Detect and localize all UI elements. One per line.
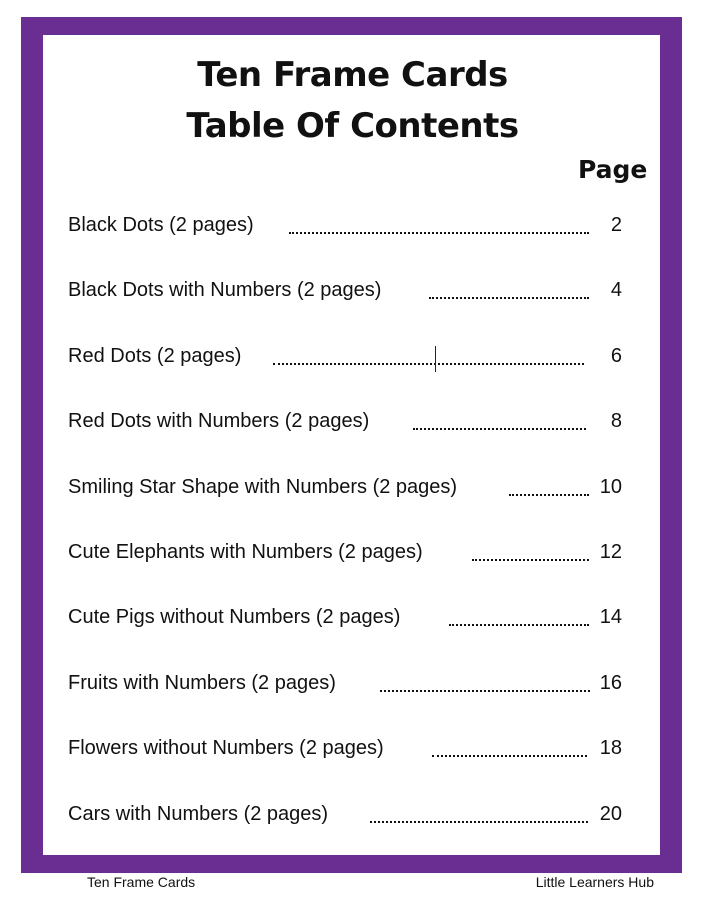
footer-left-text: Ten Frame Cards [87,874,196,890]
toc-row[interactable] [68,672,622,700]
toc-item-title: Smiling Star Shape with Numbers (2 pages) [68,476,458,498]
dot-leader [509,488,589,496]
toc-row[interactable] [68,279,622,307]
toc-item-title: Fruits with Numbers (2 pages) [68,672,336,694]
dot-leader [429,291,589,299]
toc-item-page: 2 [610,214,622,236]
toc-row[interactable] [68,541,622,569]
dot-leader [472,553,589,561]
toc-item-title: Black Dots (2 pages) [68,214,254,236]
dot-leader [449,618,589,626]
document-title: Ten Frame Cards [197,55,508,95]
dot-leader [289,226,589,234]
footer-right-text: Little Learners Hub [535,874,654,890]
table-of-contents [68,0,622,910]
toc-row[interactable] [68,476,622,504]
dot-leader [380,684,590,692]
toc-item-title: Cute Elephants with Numbers (2 pages) [68,541,423,563]
toc-item-title: Cars with Numbers (2 pages) [68,803,329,825]
document-subtitle: Table Of Contents [186,106,519,146]
toc-item-page: 14 [599,606,622,628]
dot-leader [273,357,584,365]
dot-leader [432,749,587,757]
toc-item-page: 10 [599,476,622,498]
text-cursor [435,346,436,372]
toc-item-page: 8 [610,410,622,432]
toc-item-title: Cute Pigs without Numbers (2 pages) [68,606,401,628]
toc-item-page: 18 [599,737,622,759]
toc-item-title: Black Dots with Numbers (2 pages) [68,279,382,301]
toc-item-title: Red Dots (2 pages) [68,345,242,367]
toc-item-title: Flowers without Numbers (2 pages) [68,737,384,759]
toc-item-page: 20 [599,803,622,825]
toc-item-page: 4 [610,279,622,301]
toc-item-title: Red Dots with Numbers (2 pages) [68,410,370,432]
toc-item-page: 12 [599,541,622,563]
page-column-label: Page [578,155,648,184]
dot-leader [413,422,586,430]
toc-item-page: 6 [610,345,622,367]
toc-row[interactable] [68,803,622,831]
toc-item-page: 16 [599,672,622,694]
toc-row[interactable] [68,410,622,438]
toc-row[interactable] [68,606,622,634]
toc-row[interactable] [68,345,622,373]
toc-row[interactable] [68,214,622,242]
toc-row[interactable] [68,737,622,765]
dot-leader [370,815,588,823]
